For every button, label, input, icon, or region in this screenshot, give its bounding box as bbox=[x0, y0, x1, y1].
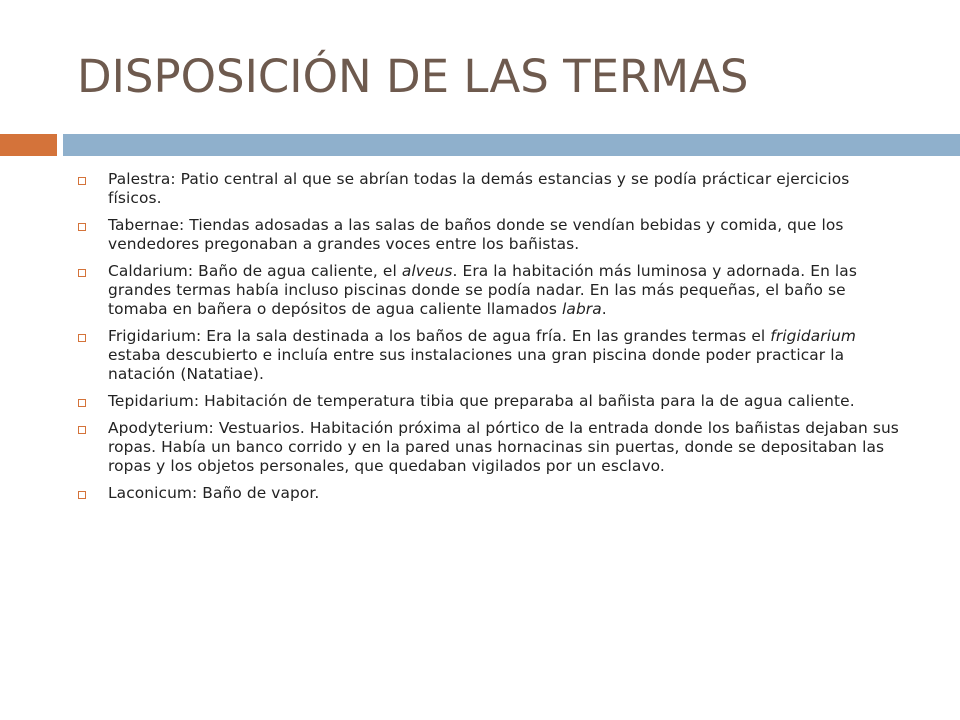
text-run: Tepidarium: Habitación de temperatura tibia que preparaba al bañista para la de agua caliente. bbox=[108, 392, 855, 410]
list-item bbox=[72, 392, 907, 411]
italic-term: labra bbox=[562, 300, 602, 318]
text-run: Frigidarium: Era la sala destinada a los baños de agua fría. En las grandes termas el bbox=[108, 327, 771, 345]
bullet-list bbox=[72, 170, 907, 511]
text-run: Caldarium: Baño de agua caliente, el bbox=[108, 262, 402, 280]
italic-term: alveus bbox=[401, 262, 453, 280]
list-item-text bbox=[108, 419, 907, 476]
text-run: Tabernae: Tiendas adosadas a las salas de baños donde se vendían bebidas y comida, que los vendedores pregonaban a grandes voces entre los bañistas. bbox=[108, 216, 844, 253]
list-item bbox=[72, 262, 907, 319]
list-item-text bbox=[108, 327, 907, 384]
square-bullet-icon bbox=[78, 491, 86, 499]
list-item-text bbox=[108, 484, 319, 503]
square-bullet-icon bbox=[78, 177, 86, 185]
list-item-text bbox=[108, 170, 907, 208]
list-item bbox=[72, 327, 907, 384]
text-run: Apodyterium: Vestuarios. Habitación próxima al pórtico de la entrada donde los bañistas dejaban sus ropas. Había un banco corrido y en la pared unas hornacinas sin puertas, donde se depositaban las ropas y los objetos personales, que quedaban vigilados por un esclavo. bbox=[108, 419, 899, 475]
list-item bbox=[72, 170, 907, 208]
square-bullet-icon bbox=[78, 426, 86, 434]
square-bullet-icon bbox=[78, 269, 86, 277]
square-bullet-icon bbox=[78, 223, 86, 231]
italic-term: frigidarium bbox=[770, 327, 857, 345]
text-run: Palestra: Patio central al que se abrían todas la demás estancias y se podía prácticar ejercicios físicos. bbox=[108, 170, 850, 207]
list-item bbox=[72, 216, 907, 254]
text-run: Laconicum: Baño de vapor. bbox=[108, 484, 320, 502]
square-bullet-icon bbox=[78, 399, 86, 407]
text-run: estaba descubierto e incluía entre sus instalaciones una gran piscina donde poder practicar la natación (Natatiae). bbox=[108, 346, 845, 383]
square-bullet-icon bbox=[78, 334, 86, 342]
list-item-text bbox=[108, 392, 855, 411]
list-item bbox=[72, 484, 907, 503]
page-title: DISPOSICIÓN DE LAS TERMAS bbox=[77, 50, 749, 103]
text-run: . Era la habitación más luminosa y adornada. En las grandes termas había incluso piscinas donde se podía nadar. En las más pequeñas, el baño se tomaba en bañera o depósitos de agua caliente llamados bbox=[108, 262, 857, 318]
text-run: . bbox=[601, 300, 607, 318]
list-item-text bbox=[108, 262, 907, 319]
list-item bbox=[72, 419, 907, 476]
header-bar bbox=[63, 134, 960, 156]
list-item-text bbox=[108, 216, 907, 254]
accent-bar bbox=[0, 134, 57, 156]
